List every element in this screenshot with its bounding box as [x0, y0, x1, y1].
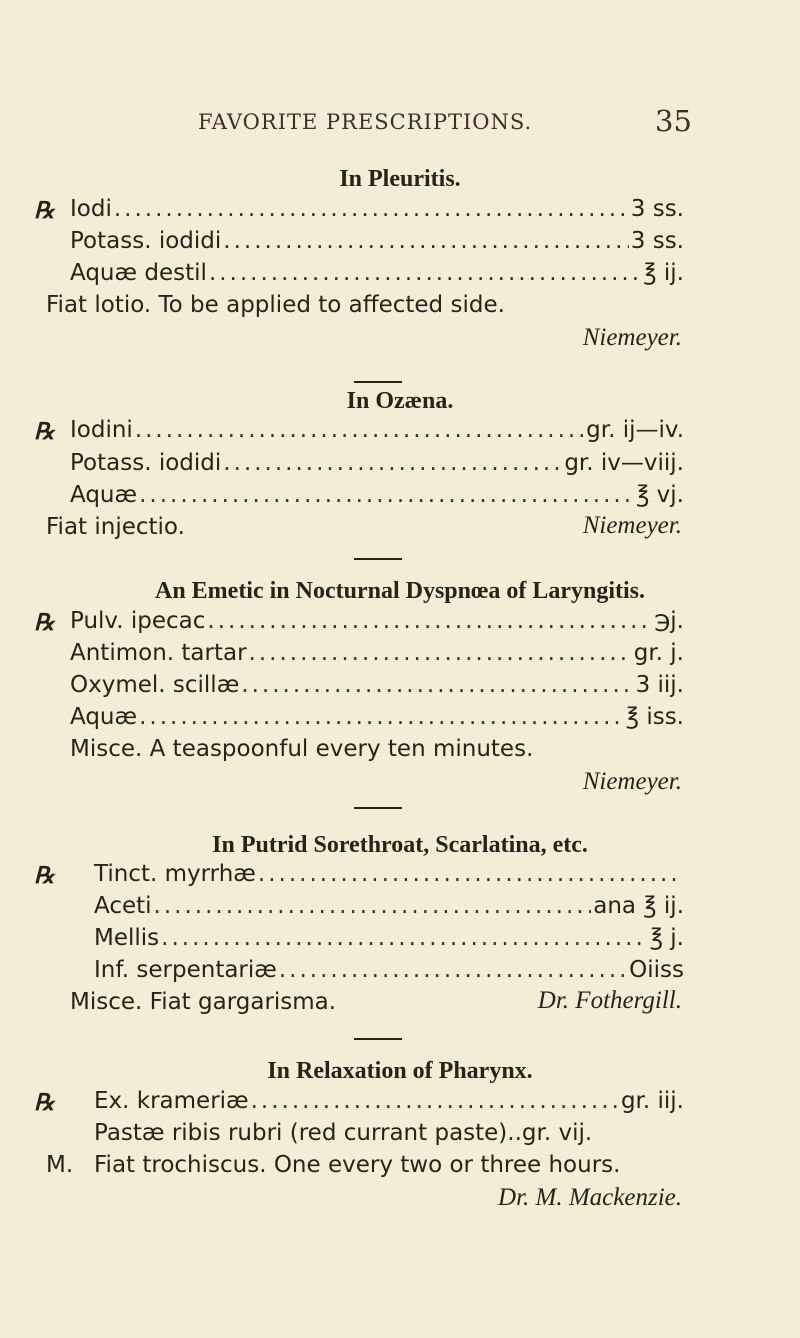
ingredient-row — [70, 704, 684, 736]
ingredient-quantity: gr. iv—viij. — [564, 450, 684, 476]
directions: Fiat lotio. To be applied to affected side. — [46, 292, 505, 318]
rx-symbol-icon: ℞ — [34, 609, 55, 636]
ingredient-name: Iodi — [70, 196, 112, 222]
ingredient-quantity: gr. iij. — [620, 1088, 684, 1114]
running-head — [0, 104, 800, 144]
ingredient-row — [70, 450, 684, 482]
directions: Misce. Fiat gargarisma. — [70, 989, 337, 1015]
section-divider — [354, 807, 402, 809]
leader-dots — [209, 260, 641, 286]
author-credit: Dr. Fothergill. — [537, 987, 682, 1014]
leader-dots — [279, 957, 627, 983]
ingredient-row — [70, 228, 684, 260]
ingredient-quantity: gr. j. — [633, 640, 684, 666]
author-credit: Niemeyer. — [582, 512, 682, 539]
page-number: 35 — [655, 104, 692, 138]
ingredient-quantity: ℥ j. — [649, 925, 684, 951]
leader-dots — [207, 608, 652, 634]
section-divider — [354, 1038, 402, 1040]
ingredient-row — [70, 196, 684, 228]
leader-dots — [135, 417, 584, 443]
ingredient-name: Antimon. tartar — [70, 640, 247, 666]
ingredient-quantity: ℈j. — [654, 608, 684, 634]
rx-symbol-icon: ℞ — [34, 197, 55, 224]
ingredient-quantity: Oiiss — [629, 957, 684, 983]
leader-dots — [114, 196, 629, 222]
leader-dots — [251, 1088, 619, 1114]
ingredient-quantity: 3 ss. — [630, 196, 684, 222]
rx-symbol-icon: ℞ — [34, 1089, 55, 1116]
section-heading: In Putrid Sorethroat, Scarlatina, etc. — [212, 832, 588, 858]
ingredient-name: Aquæ — [70, 482, 138, 508]
ingredient-row — [70, 417, 684, 449]
ingredient-line: Pastæ ribis rubri (red currant paste)..gr. vij. — [94, 1120, 593, 1146]
ingredient-row — [94, 893, 684, 925]
directions-prefix: M. — [46, 1152, 74, 1178]
leader-dots — [139, 704, 624, 730]
leader-dots — [154, 893, 592, 919]
ingredient-name: Potass. iodidi — [70, 450, 222, 476]
ingredient-row — [94, 861, 684, 893]
ingredient-row — [70, 640, 684, 672]
ingredient-row — [94, 1088, 684, 1120]
leader-dots — [223, 228, 629, 254]
ingredient-quantity: ℥ vj. — [636, 482, 684, 508]
ingredient-name: Iodini — [70, 417, 133, 443]
ingredient-name: Mellis — [94, 925, 160, 951]
leader-dots — [223, 450, 562, 476]
section-divider — [354, 558, 402, 560]
author-credit: Niemeyer. — [582, 324, 682, 351]
leader-dots — [249, 640, 632, 666]
ingredient-quantity: 3 ss. — [630, 228, 684, 254]
ingredient-name: Aquæ destil — [70, 260, 207, 286]
rx-symbol-icon: ℞ — [34, 418, 55, 445]
ingredient-name: Inf. serpentariæ — [94, 957, 277, 983]
section-heading: In Ozæna. — [346, 388, 454, 414]
section-heading: In Relaxation of Pharynx. — [267, 1058, 533, 1084]
ingredient-quantity: ana ℥ ij. — [593, 893, 684, 919]
ingredient-name: Aceti — [94, 893, 152, 919]
author-credit: Niemeyer. — [582, 768, 682, 795]
leader-dots — [161, 925, 648, 951]
running-title: FAVORITE PRESCRIPTIONS. — [198, 110, 533, 134]
ingredient-row — [70, 482, 684, 514]
ingredient-row — [70, 260, 684, 292]
section-heading: An Emetic in Nocturnal Dyspnœa of Laryngitis. — [154, 578, 646, 604]
ingredient-name: Pulv. ipecac — [70, 608, 206, 634]
ingredient-quantity: gr. ij—iv. — [586, 417, 684, 443]
ingredient-quantity: ℥ iss. — [625, 704, 684, 730]
ingredient-name: Aquæ — [70, 704, 138, 730]
ingredient-quantity: 3 iij. — [635, 672, 684, 698]
ingredient-name: Tinct. myrrhæ — [94, 861, 256, 887]
ingredient-quantity: ℥ ij. — [643, 260, 684, 286]
directions: Fiat trochiscus. One every two or three hours. — [94, 1152, 621, 1178]
ingredient-row — [70, 608, 684, 640]
directions: Fiat injectio. — [46, 514, 185, 540]
section-heading: In Pleuritis. — [339, 166, 461, 192]
author-credit: Dr. M. Mackenzie. — [498, 1184, 682, 1211]
ingredient-name: Potass. iodidi — [70, 228, 222, 254]
ingredient-row — [70, 672, 684, 704]
ingredient-row — [94, 957, 684, 989]
leader-dots — [241, 672, 633, 698]
ingredient-name: Ex. krameriæ — [94, 1088, 249, 1114]
ingredient-name: Oxymel. scillæ — [70, 672, 240, 698]
directions: Misce. A teaspoonful every ten minutes. — [70, 736, 534, 762]
rx-symbol-icon: ℞ — [34, 862, 55, 889]
leader-dots — [258, 861, 682, 887]
leader-dots — [139, 482, 634, 508]
ingredient-row — [94, 925, 684, 957]
section-divider — [354, 381, 402, 383]
